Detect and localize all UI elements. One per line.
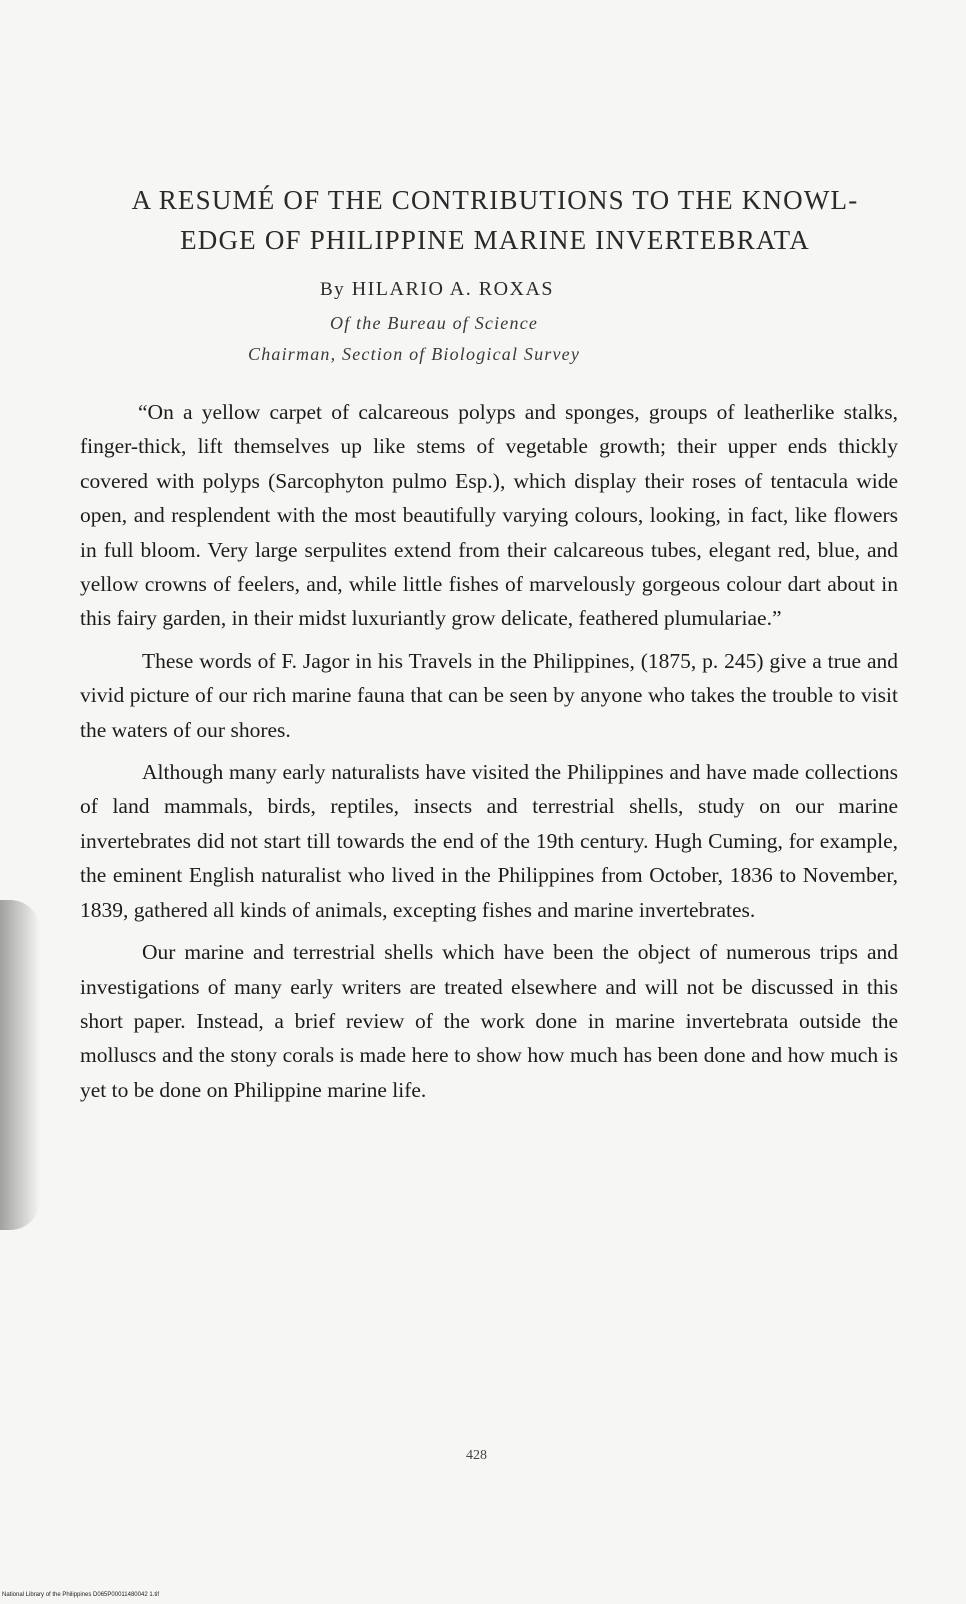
- affiliation-line-2: Chairman, Section of Biological Survey: [248, 344, 581, 364]
- title-line-2: EDGE OF PHILIPPINE MARINE INVERTEBRATA: [180, 225, 810, 255]
- article-title: [70, 180, 920, 260]
- paragraph-2: These words of F. Jagor in his Travels in the Philippines, (1875, p. 245) give a true and vivid picture of our rich marine fauna that can be seen by anyone who takes the trouble to visit the waters of our shores.: [80, 648, 898, 742]
- title-line-1: A RESUMÉ OF THE CONTRIBUTIONS TO THE KNOWL-: [131, 185, 859, 215]
- paragraph-quote: “On a yellow carpet of calcareous polyps and sponges, groups of leatherlike stalks, finger-thick, lift themselves up like stems of vegetable growth; their upper ends thickly covered with polyps (Sarcophyton pulmo Esp.), which display their roses of tentacula wide open, and resplendent with the most beautifully varying colours, looking, in fact, like flowers in full bloom. Very large serpulites extend from their calcareous tubes, elegant red, blue, and yellow crowns of feelers, and, while little fishes of marvelously gorgeous colour dart about in this fairy garden, in their midst luxuriantly grow delicate, feathered plumulariae.”: [80, 400, 898, 631]
- scan-edge-shadow: [0, 900, 40, 1230]
- article-body: [80, 395, 898, 1115]
- page-number: 428: [466, 1448, 487, 1463]
- scan-footer-label: National Library of the Philippines D065P00011480042 1.tif: [2, 1592, 159, 1598]
- paragraph-4: Our marine and terrestrial shells which have been the object of numerous trips and investigations of many early writers are treated elsewhere and will not be discussed in this short paper. Instead, a brief review of the work done in marine invertebrata outside the molluscs and the stony corals is made here to show how much has been done and how much is yet to be done on Philippine marine life.: [80, 940, 898, 1102]
- affiliation-line-1: Of the Bureau of Science: [330, 313, 539, 333]
- byline-prefix: By: [320, 279, 346, 300]
- author-name: HILARIO A. ROXAS: [351, 278, 555, 300]
- byline: [320, 278, 554, 301]
- paragraph-3: Although many early naturalists have visited the Philippines and have made collections of land mammals, birds, reptiles, insects and terrestrial shells, study on our marine invertebrates did not start till towards the end of the 19th century. Hugh Cuming, for example, the eminent English naturalist who lived in the Philippines from October, 1836 to November, 1839, gathered all kinds of animals, excepting fishes and marine invertebrates.: [80, 760, 898, 922]
